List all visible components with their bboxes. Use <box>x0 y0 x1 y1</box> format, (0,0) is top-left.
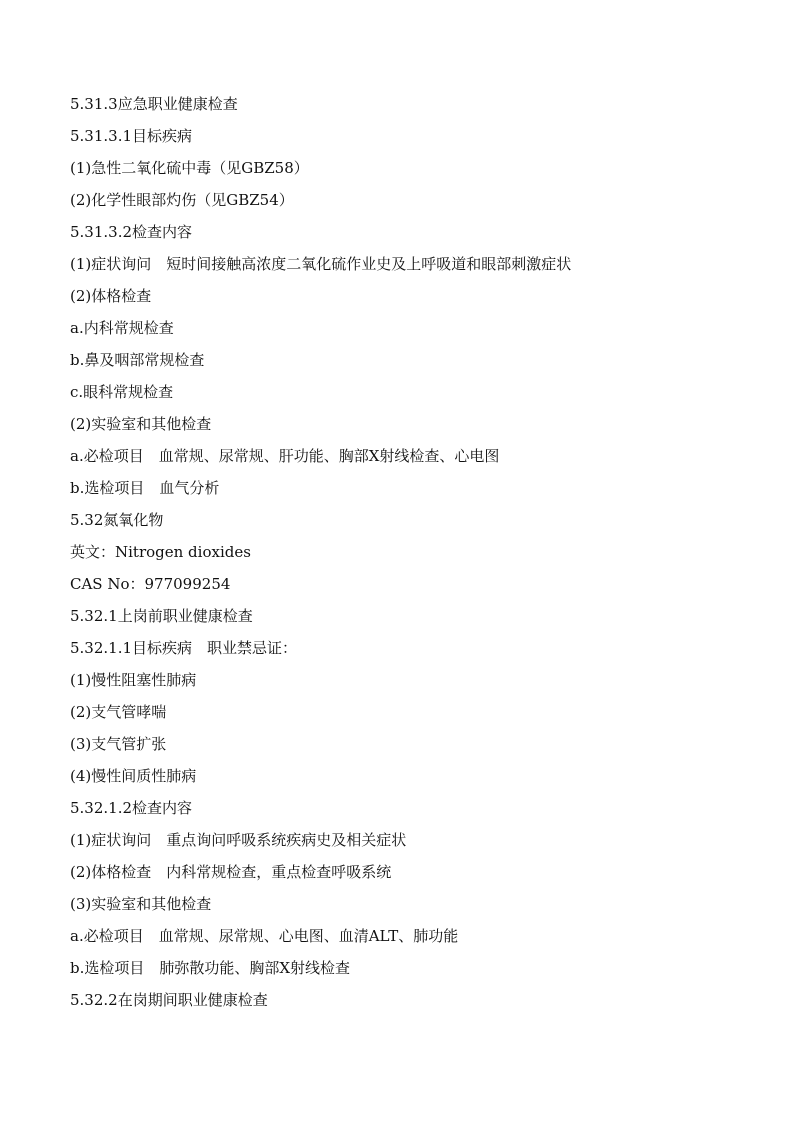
text-line: (2)体格检查 内科常规检查，重点检查呼吸系统 <box>70 863 392 881</box>
text-line: (1)症状询问 重点询问呼吸系统疾病史及相关症状 <box>70 831 407 849</box>
text-line: (2)化学性眼部灼伤（见GBZ54） <box>70 191 294 209</box>
text-line: c.眼科常规检查 <box>70 383 174 401</box>
text-line: 5.32.1.1目标疾病 职业禁忌证： <box>70 639 298 657</box>
text-line: (1)慢性阻塞性肺病 <box>70 671 197 689</box>
text-line: 5.32.1.2检查内容 <box>70 799 193 817</box>
text-line: 5.31.3.2检查内容 <box>70 223 193 241</box>
text-line: b.鼻及咽部常规检查 <box>70 351 205 369</box>
text-line: a.内科常规检查 <box>70 319 174 337</box>
text-line: a.必检项目 血常规、尿常规、心电图、血清ALT、肺功能 <box>70 927 459 945</box>
text-line: (2)实验室和其他检查 <box>70 415 212 433</box>
text-line: 5.32.2在岗期间职业健康检查 <box>70 991 268 1009</box>
text-line: (1)急性二氧化硫中毒（见GBZ58） <box>70 159 309 177</box>
text-line: (2)体格检查 <box>70 287 152 305</box>
text-line: CAS No：977099254 <box>70 575 231 593</box>
text-line: (3)支气管扩张 <box>70 735 167 753</box>
text-line: 英文：Nitrogen dioxides <box>70 543 251 561</box>
text-line: (4)慢性间质性肺病 <box>70 767 197 785</box>
text-line: (2)支气管哮喘 <box>70 703 167 721</box>
text-line: a.必检项目 血常规、尿常规、肝功能、胸部X射线检查、心电图 <box>70 447 500 465</box>
text-line: b.选检项目 肺弥散功能、胸部X射线检查 <box>70 959 351 977</box>
text-line: 5.32.1上岗前职业健康检查 <box>70 607 253 625</box>
text-line: b.选检项目 血气分析 <box>70 479 220 497</box>
text-line: 5.32氮氧化物 <box>70 511 164 529</box>
document-body <box>70 92 750 1020</box>
text-line: (3)实验室和其他检查 <box>70 895 212 913</box>
text-line: (1)症状询问 短时间接触高浓度二氧化硫作业史及上呼吸道和眼部刺激症状 <box>70 255 572 273</box>
text-line: 5.31.3.1目标疾病 <box>70 127 193 145</box>
text-line: 5.31.3应急职业健康检查 <box>70 95 238 113</box>
